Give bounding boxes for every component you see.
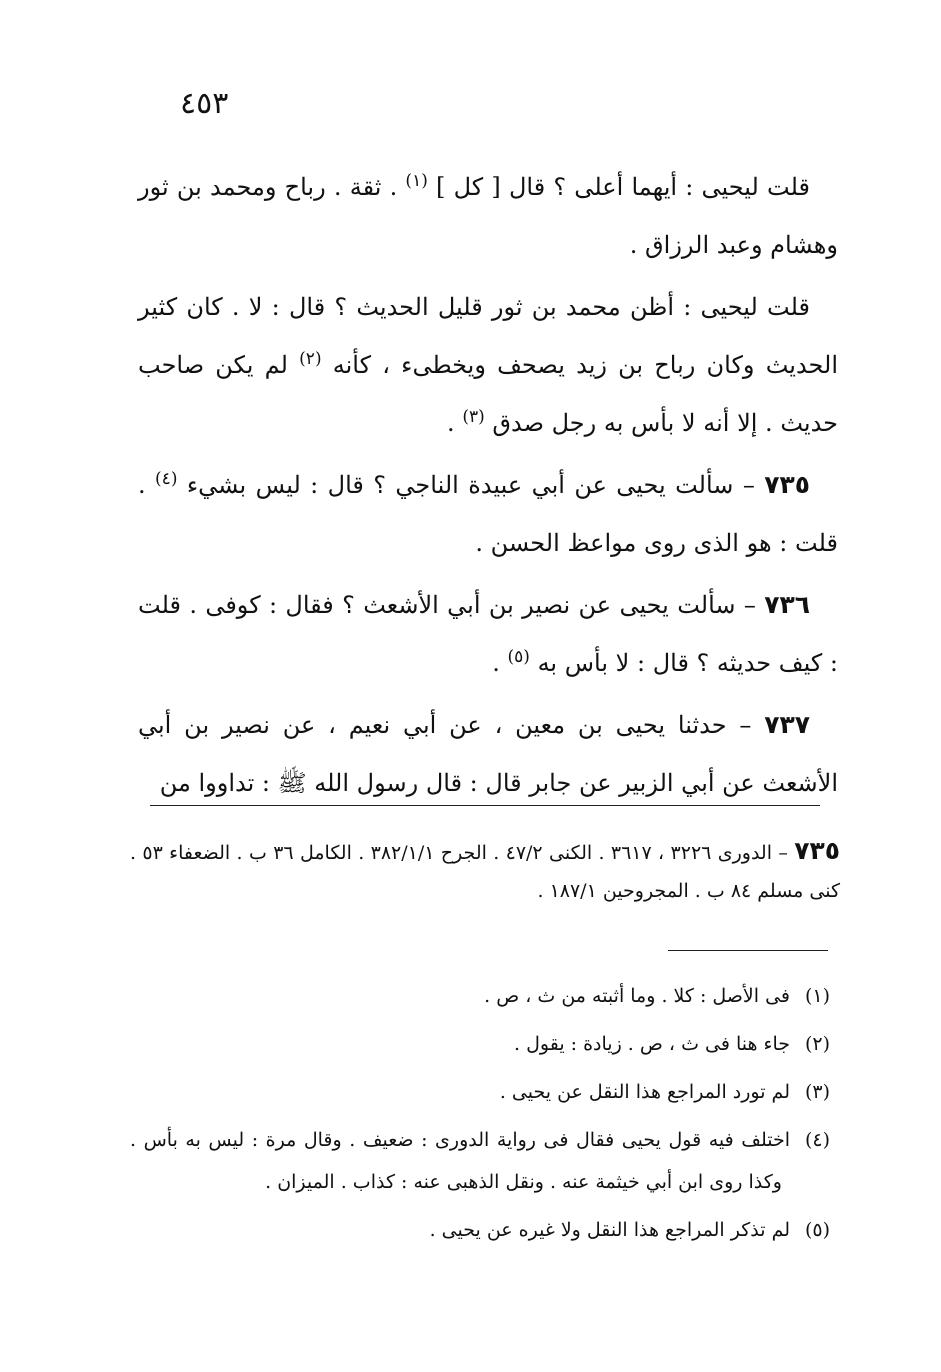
footnote-text: لم تذكر المراجع هذا النقل ولا غيره عن يحيى . — [429, 1219, 790, 1241]
footnote-number: (١) — [804, 985, 830, 1007]
entry-number: ٧٣٦ — [764, 590, 810, 619]
footnote — [130, 1071, 830, 1113]
paragraph — [138, 278, 838, 452]
footnote-number: (٥) — [804, 1219, 830, 1241]
entry-text: . — [492, 649, 508, 677]
footnote-text: اختلف فيه قول يحيى فقال فى رواية الدورى : ضعيف . وقال مرة : ليس به بأس . وكذا روى ابن أبي خيثمة عنه . ونقل الذهبى عنه : كذاب . الميزان . — [130, 1129, 790, 1193]
footnote-text: جاء هنا فى ث ، ص . زيادة : يقول . — [514, 1033, 790, 1055]
reference-block — [130, 832, 840, 910]
main-text — [138, 158, 838, 816]
entry-text: . قلت : هو الذى روى مواعظ الحسن . — [138, 471, 838, 557]
paragraph-text: . ثقة . رباح ومحمد بن ثور وهشام وعبد الرزاق . — [138, 173, 838, 259]
paragraph — [138, 158, 838, 274]
entry-735 — [138, 456, 838, 572]
footnote-ref: (١) — [405, 171, 428, 191]
footnote — [130, 975, 830, 1017]
footnote-number: (٤) — [804, 1129, 830, 1151]
footnote-divider — [668, 950, 828, 951]
footnote — [130, 1209, 830, 1251]
paragraph-text: قلت ليحيى : أظن محمد بن ثور قليل الحديث ؟ قال : لا . كان كثير الحديث وكان رباح بن زيد يصحف ويخطىء ، كأنه — [138, 293, 839, 379]
entry-text: – سألت يحيى عن نصير بن أبي الأشعث ؟ فقال : كوفى . قلت : كيف حديثه ؟ قال : لا بأس به — [138, 591, 838, 677]
page-number: ٤٥٣ — [180, 86, 229, 121]
footnote — [130, 1023, 830, 1065]
entry-736 — [138, 576, 838, 692]
footnotes — [130, 975, 830, 1257]
footnote-number: (٣) — [804, 1081, 830, 1103]
footnote-number: (٢) — [804, 1033, 830, 1055]
entry-number: ٧٣٧ — [764, 710, 810, 739]
reference-text: – الدورى ٣٢٢٦ ، ٣٦١٧ . الكنى ٤٧/٢ . الجرح ٣٨٢/١/١ . الكامل ٣٦ ب . الضعفاء ٥٣ . كنى مسلم ٨٤ ب . المجروحين ١٨٧/١ . — [130, 842, 840, 902]
footnote-ref: (٤) — [155, 469, 178, 489]
entry-number: ٧٣٥ — [764, 470, 810, 499]
footnote-ref: (٥) — [507, 647, 530, 667]
paragraph-text: قلت ليحيى : أيهما أعلى ؟ قال [ كل ] — [427, 173, 810, 201]
reference-entry-number: ٧٣٥ — [794, 836, 840, 865]
footnote — [130, 1119, 830, 1203]
footnote-ref: (٢) — [299, 349, 322, 369]
entry-737 — [138, 696, 838, 812]
entry-text: – سألت يحيى عن أبي عبيدة الناجي ؟ قال : ليس بشيء — [177, 471, 765, 499]
entry-text: – حدثنا يحيى بن معين ، عن أبي نعيم ، عن نصير بن أبي الأشعث عن أبي الزبير عن جابر قال : قال رسول الله ﷺ : تداووا من — [138, 711, 838, 797]
paragraph-text: لم يكن صاحب حديث . إلا أنه لا بأس به رجل صدق — [138, 351, 838, 437]
footnote-text: لم تورد المراجع هذا النقل عن يحيى . — [499, 1081, 790, 1103]
divider-rule — [150, 805, 820, 806]
footnote-text: فى الأصل : كلا . وما أثبته من ث ، ص . — [484, 985, 790, 1007]
paragraph-text: . — [447, 409, 463, 437]
footnote-ref: (٣) — [462, 407, 485, 427]
